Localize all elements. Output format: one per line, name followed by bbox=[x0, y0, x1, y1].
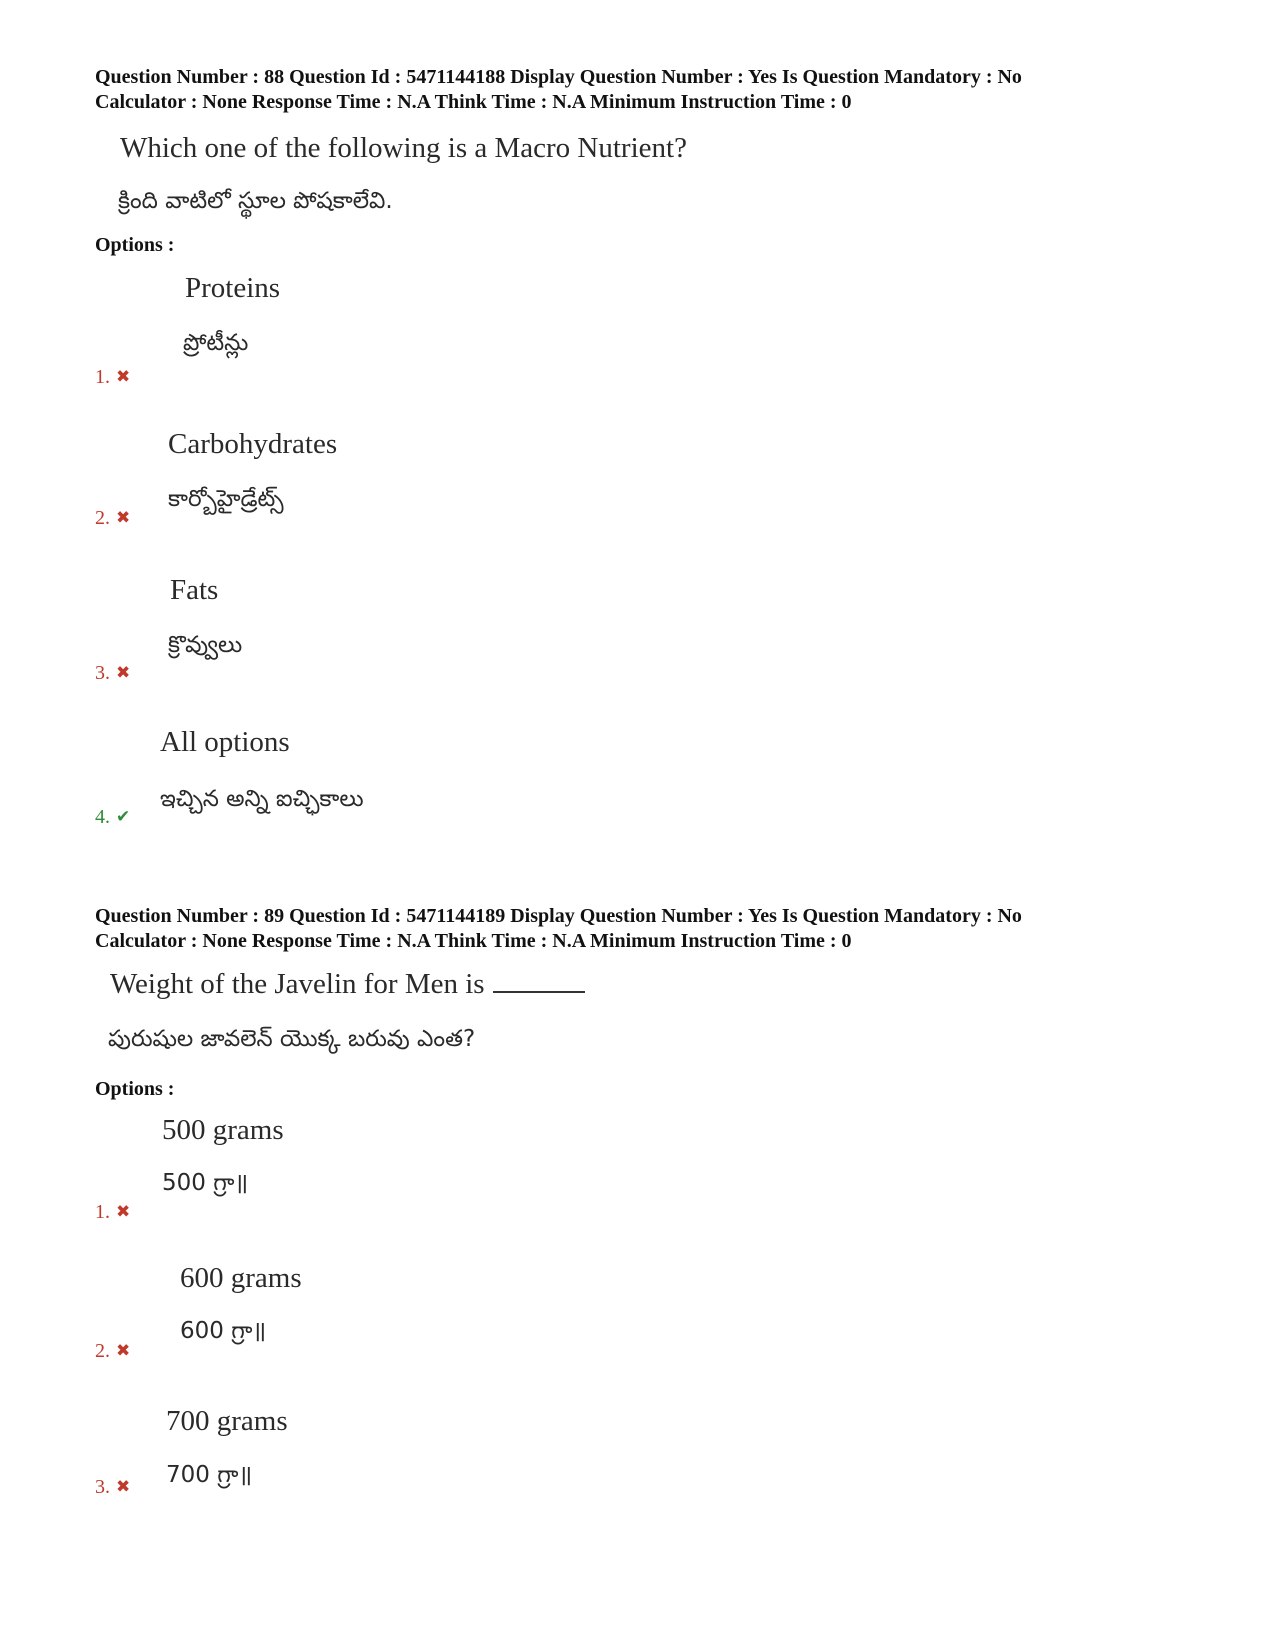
cross-icon: ✖ bbox=[116, 1341, 131, 1361]
option-marker bbox=[95, 366, 130, 389]
option-text-te: కార్బోహైడ్రేట్స్ bbox=[168, 486, 284, 512]
option-number: 3. bbox=[95, 1476, 110, 1498]
cross-icon: ✖ bbox=[116, 508, 131, 528]
question-meta-line1: Question Number : 88 Question Id : 5471144188 Display Question Number : Yes Is Question Mandatory : No bbox=[95, 66, 1022, 88]
cross-icon: ✖ bbox=[116, 663, 131, 683]
answer-blank bbox=[493, 969, 585, 993]
check-icon: ✔ bbox=[116, 807, 131, 827]
question-meta-line2: Calculator : None Response Time : N.A Think Time : N.A Minimum Instruction Time : 0 bbox=[95, 930, 852, 952]
options-label: Options : bbox=[95, 1078, 175, 1100]
option-text-en: 600 grams bbox=[180, 1262, 302, 1294]
question-text-en-label: Weight of the Javelin for Men is bbox=[110, 968, 485, 1000]
question-text-te: పురుషుల జావలెన్ యొక్క బరువు ఎంత? bbox=[108, 1026, 476, 1052]
option-number: 2. bbox=[95, 507, 110, 529]
option-text-en: 500 grams bbox=[162, 1114, 284, 1146]
option-number: 1. bbox=[95, 1201, 110, 1223]
option-text-te: 500 గ్రా॥ bbox=[162, 1170, 249, 1196]
option-number: 3. bbox=[95, 662, 110, 684]
option-number: 1. bbox=[95, 366, 110, 388]
options-label: Options : bbox=[95, 234, 175, 256]
option-text-en: Fats bbox=[170, 574, 219, 606]
option-text-te: 600 గ్రా॥ bbox=[180, 1318, 267, 1344]
option-text-en: Carbohydrates bbox=[168, 428, 338, 460]
option-number: 2. bbox=[95, 1340, 110, 1362]
option-marker bbox=[95, 507, 130, 530]
question-meta-line1: Question Number : 89 Question Id : 5471144189 Display Question Number : Yes Is Question Mandatory : No bbox=[95, 905, 1022, 927]
option-number: 4. bbox=[95, 806, 110, 828]
option-text-te: 700 గ్రా॥ bbox=[166, 1462, 253, 1488]
option-marker bbox=[95, 1340, 130, 1363]
option-marker bbox=[95, 1201, 130, 1224]
option-marker bbox=[95, 806, 130, 829]
question-text-en bbox=[110, 968, 585, 1001]
option-text-en: Proteins bbox=[185, 272, 281, 304]
option-marker bbox=[95, 662, 130, 685]
cross-icon: ✖ bbox=[116, 1202, 131, 1222]
option-text-te: ప్రోటీన్లు bbox=[183, 330, 249, 356]
question-text-en: Which one of the following is a Macro Nutrient? bbox=[120, 132, 687, 164]
cross-icon: ✖ bbox=[116, 1477, 131, 1497]
option-text-te: క్రొవ్వులు bbox=[168, 632, 243, 658]
option-text-en: All options bbox=[160, 726, 290, 758]
cross-icon: ✖ bbox=[116, 367, 131, 387]
question-text-te: క్రింది వాటిలో స్థూల పోషకాలేవి. bbox=[118, 188, 393, 214]
option-marker bbox=[95, 1476, 130, 1499]
option-text-en: 700 grams bbox=[166, 1405, 288, 1437]
option-text-te: ఇచ్చిన అన్ని ఐచ్ఛికాలు bbox=[160, 786, 364, 812]
question-meta-line2: Calculator : None Response Time : N.A Think Time : N.A Minimum Instruction Time : 0 bbox=[95, 91, 852, 113]
